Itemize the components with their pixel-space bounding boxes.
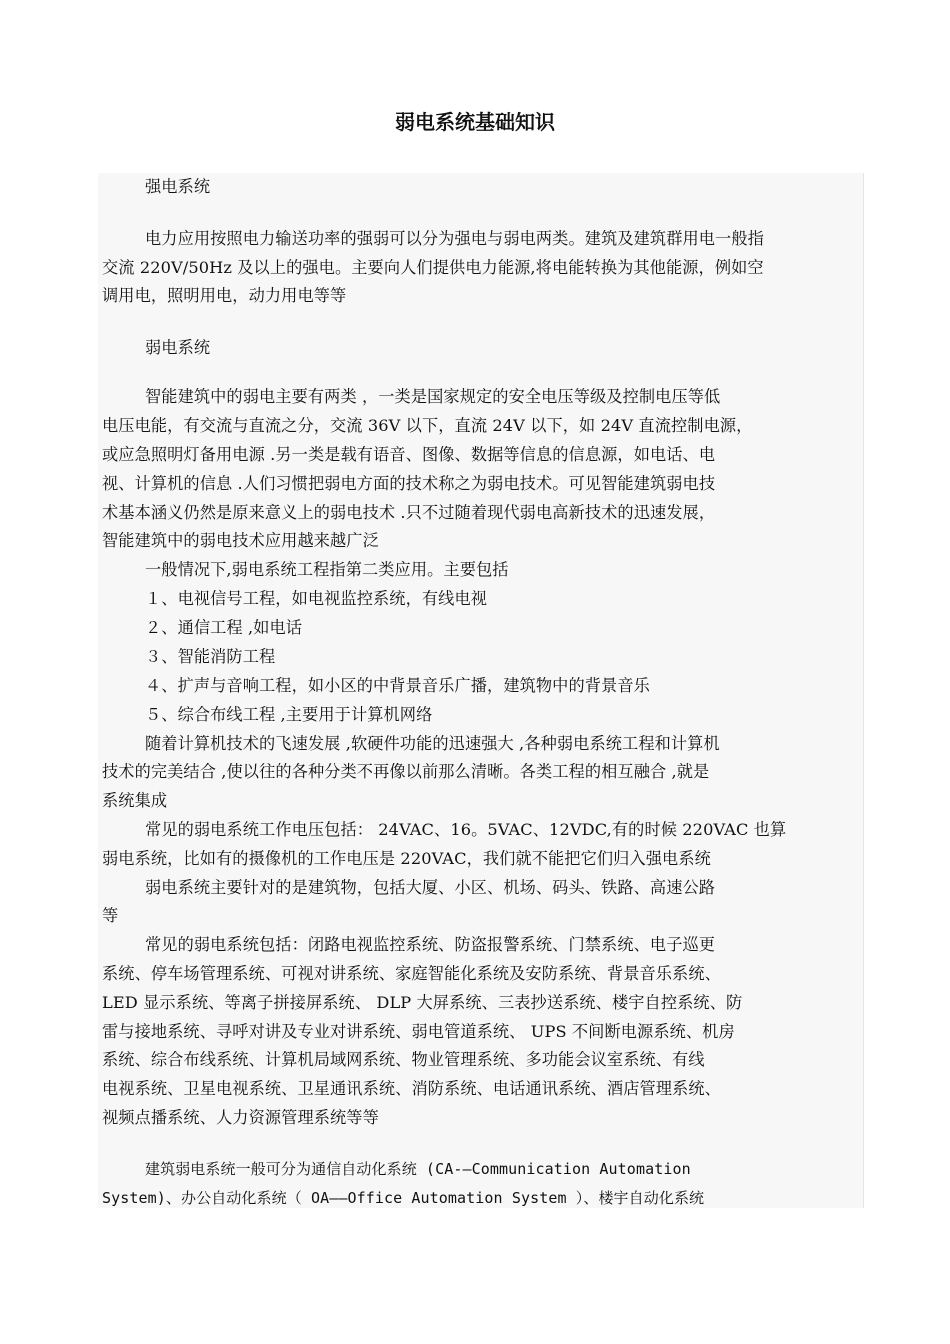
text-line: 系统集成 bbox=[102, 791, 168, 810]
text-line: 系统、综合布线系统、计算机局域网系统、物业管理系统、多功能会议室系统、有线 bbox=[102, 1050, 705, 1069]
text-line: 等 bbox=[102, 906, 119, 925]
text-line: 建筑弱电系统一般可分为通信自动化系统 (CA-—Communication Automation bbox=[145, 1160, 691, 1178]
text-line: 雷与接地系统、寻呼对讲及专业对讲系统、弱电管道系统、 UPS 不间断电源系统、机房 bbox=[102, 1022, 735, 1041]
text-line: 智能建筑中的弱电主要有两类 ，一类是国家规定的安全电压等级及控制电压等低 bbox=[145, 387, 721, 406]
page-title: 弱电系统基础知识 bbox=[395, 110, 555, 134]
text-line: 随着计算机技术的飞速发展 ,软硬件功能的迅速强大 ,各种弱电系统工程和计算机 bbox=[145, 734, 720, 753]
text-line: 电力应用按照电力输送功率的强弱可以分为强电与弱电两类。建筑及建筑群用电一般指 bbox=[145, 229, 764, 248]
text-line: ４、扩声与音响工程，如小区的中背景音乐广播，建筑物中的背景音乐 bbox=[145, 676, 650, 695]
text-line: 智能建筑中的弱电技术应用越来越广泛 bbox=[102, 531, 379, 550]
text-line: 系统、停车场管理系统、可视对讲系统、家庭智能化系统及安防系统、背景音乐系统、 bbox=[102, 964, 721, 983]
text-line: ５、综合布线工程 ,主要用于计算机网络 bbox=[145, 705, 433, 724]
text-line: 常见的弱电系统工作电压包括： 24VAC、16。5VAC、12VDC,有的时候 220VAC 也算 bbox=[145, 820, 787, 839]
text-line: LED 显示系统、等离子拼接屏系统、 DLP 大屏系统、三表抄送系统、楼宇自控系统、防 bbox=[102, 993, 743, 1012]
text-line: 视、计算机的信息 .人们习惯把弱电方面的技术称之为弱电技术。可见智能建筑弱电技 bbox=[102, 474, 716, 493]
text-line: 交流 220V/50Hz 及以上的强电。主要向人们提供电力能源,将电能转换为其他能源，例如空 bbox=[102, 258, 764, 277]
text-line: System)、办公自动化系统（ OA——Office Automation System ）、楼宇自动化系统 bbox=[102, 1189, 705, 1207]
text-line: 一般情况下,弱电系统工程指第二类应用。主要包括 bbox=[145, 560, 509, 579]
text-line: 强电系统 bbox=[145, 177, 211, 196]
text-line: 电压电能，有交流与直流之分，交流 36V 以下，直流 24V 以下，如 24V 直流控制电源， bbox=[102, 416, 753, 435]
text-line: 弱电系统主要针对的是建筑物，包括大厦、小区、机场、码头、铁路、高速公路 bbox=[145, 878, 716, 897]
text-line: 常见的弱电系统包括：闭路电视监控系统、防盗报警系统、门禁系统、电子巡更 bbox=[145, 935, 716, 954]
text-line: ２、通信工程 ,如电话 bbox=[145, 618, 303, 637]
text-line: 弱电系统，比如有的摄像机的工作电压是 220VAC，我们就不能把它们归入强电系统 bbox=[102, 849, 711, 868]
text-line: 术基本涵义仍然是原来意义上的弱电技术 .只不过随着现代弱电高新技术的迅速发展， bbox=[102, 503, 716, 522]
text-line: 技术的完美结合 ,使以往的各种分类不再像以前那么清晰。各类工程的相互融合 ,就是 bbox=[102, 762, 710, 781]
text-line: 弱电系统 bbox=[145, 338, 211, 357]
text-line: 或应急照明灯备用电源 .另一类是载有语音、图像、数据等信息的信息源，如电话、电 bbox=[102, 445, 716, 464]
text-line: ３、智能消防工程 bbox=[145, 647, 276, 666]
text-line: 视频点播系统、人力资源管理系统等等 bbox=[102, 1108, 379, 1127]
text-line: １、电视信号工程，如电视监控系统，有线电视 bbox=[145, 589, 488, 608]
text-line: 调用电，照明用电，动力用电等等 bbox=[102, 286, 347, 305]
text-line: 电视系统、卫星电视系统、卫星通讯系统、消防系统、电话通讯系统、酒店管理系统、 bbox=[102, 1079, 721, 1098]
